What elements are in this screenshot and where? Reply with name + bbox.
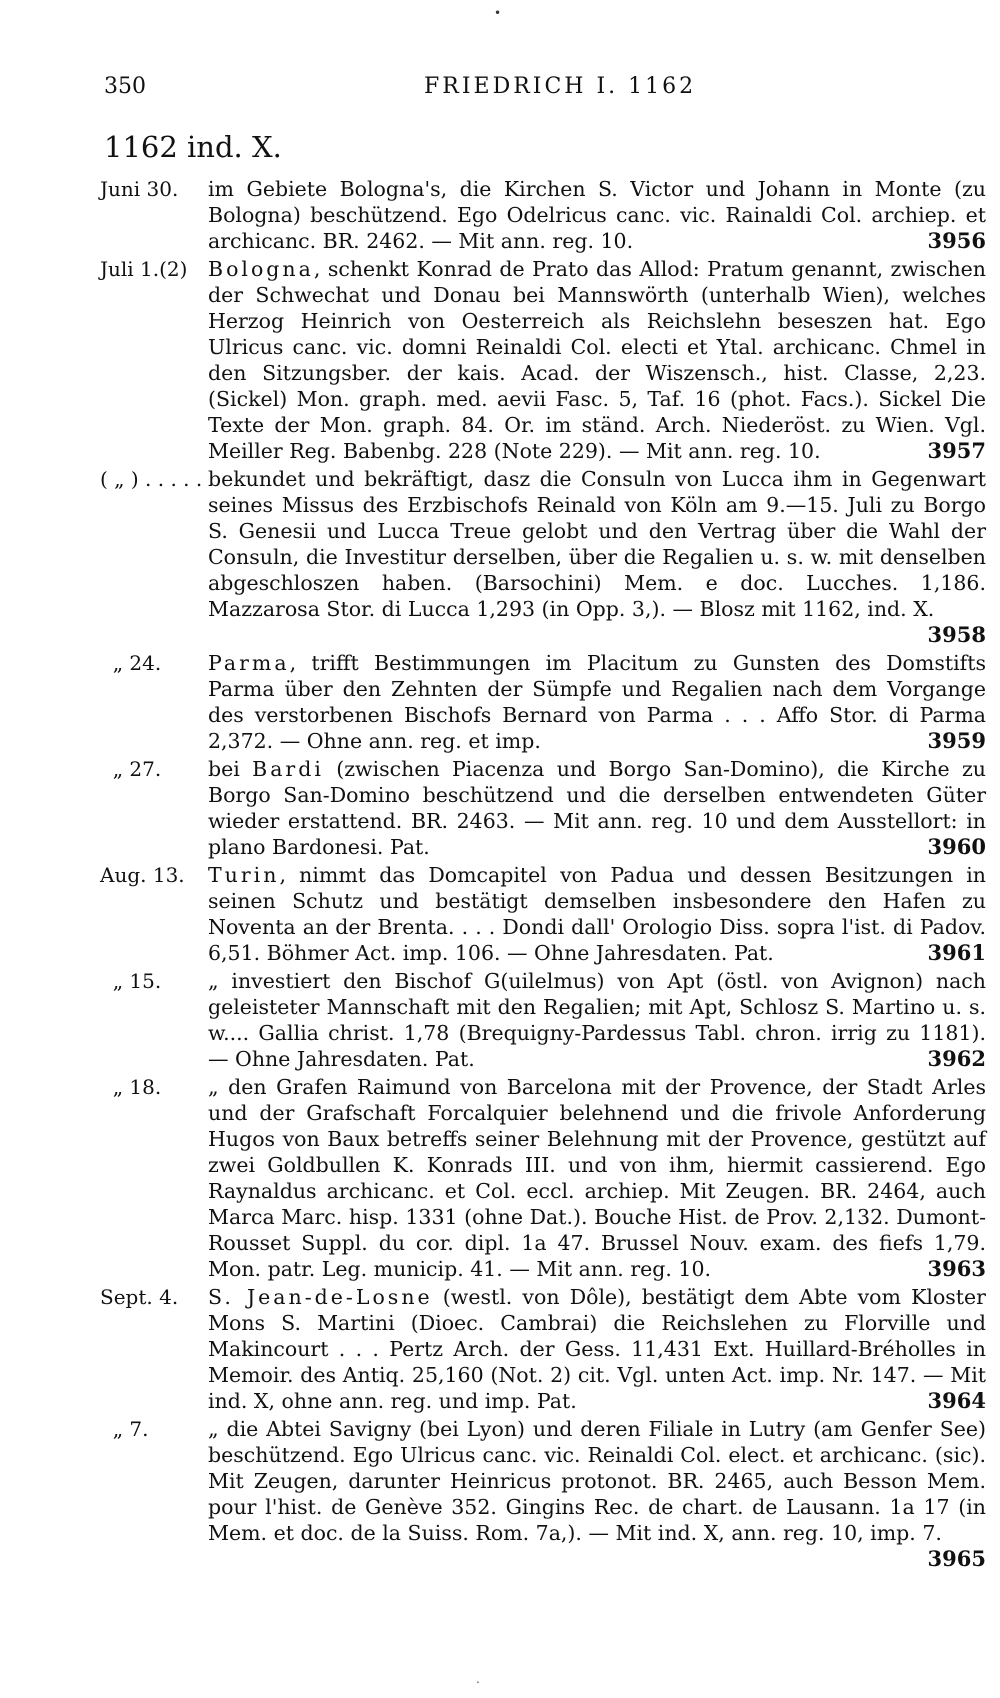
entry-text <box>208 1416 990 1572</box>
entry-text <box>208 466 990 648</box>
entry-text <box>208 176 990 254</box>
regest-entry <box>100 1416 990 1572</box>
entry-text <box>208 862 990 966</box>
entry-date: „ 24. <box>100 651 162 675</box>
page-header <box>104 74 984 114</box>
entry-body: , schenkt Konrad de Prato das Allod: Pratum genannt, zwischen der Schwechat und Donau bei Mannswörth (unterhalb Wien), welches Herzog Heinrich von Oesterreich als Reichslehn beseszen hat. Ego Ulricus canc. vic. domni Reinaldi Col. electi et Ytal. archicanc. Chmel in den Sitzungsber. der kais. Acad. der Wiszensch., hist. Classe, 2,23. (Sickel) Mon. graph. med. aevii Fasc. 5, Taf. 16 (phot. Facs.). Sickel Die Texte der Mon. graph. 84. Or. im ständ. Arch. Niederöst. zu Wien. Vgl. Meiller Reg. Babenbg. 228 (Note 229). — Mit ann. reg. 10. <box>208 257 986 463</box>
entry-date: ( „ ) . . . . . <box>100 467 203 491</box>
entry-date: „ 15. <box>100 969 162 993</box>
regest-entry <box>100 1074 990 1282</box>
entry-number: 3962 <box>927 1046 986 1071</box>
bottom-speck-mark: . <box>476 1672 480 1686</box>
entry-number: 3965 <box>927 1546 986 1571</box>
entry-body: (zwischen Piacenza und Borgo San-Domino), die Kirche zu Borgo San-Domino beschützend und die derselben entwendeten Güter wieder erstattend. BR. 2463. — Mit ann. reg. 10 und dem Ausstellort: in plano Bardonesi. Pat. <box>208 757 987 859</box>
entry-place: Parma <box>208 651 290 675</box>
entry-text <box>208 968 990 1072</box>
entry-place: Bologna <box>208 257 314 281</box>
entry-text <box>208 650 990 754</box>
regest-entry <box>100 256 990 464</box>
entry-place: S. Jean-de-Losne <box>208 1285 433 1309</box>
entry-date: „ 18. <box>100 1075 162 1099</box>
entry-number: 3964 <box>927 1388 986 1413</box>
entry-body: bekundet und bekräftigt, dasz die Consuln von Lucca ihm in Gegenwart seines Missus des Erzbischofs Reinald von Köln am 9.—15. Juli zu Borgo S. Genesii und Lucca Treue gelobt und den Vertrag über die Wahl der Consuln, die Investitur derselben, über die Regalien u. s. w. mit denselben abgeschloszen haben. (Barsochini) Mem. e doc. Lucches. 1,186. Mazzarosa Stor. di Lucca 1,293 (in Opp. 3,). — Blosz mit 1162, ind. X. <box>208 467 986 621</box>
entry-date: Aug. 13. <box>100 863 185 887</box>
entry-body: (westl. von Dôle), bestätigt dem Abte vom Kloster Mons S. Martini (Dioec. Cambrai) die Reichslehen zu Florville und Makincourt . . . Pertz Arch. der Gess. 11,431 Ext. Huillard-Bréholles in Memoir. des Antiq. 25,160 (Not. 2) cit. Vgl. unten Act. imp. Nr. 147. — Mit ind. X, ohne ann. reg. und imp. Pat. <box>208 1285 986 1413</box>
entry-number: 3956 <box>927 228 986 253</box>
entry-text <box>208 1074 990 1282</box>
regest-entry <box>100 862 990 966</box>
top-speck-mark: • <box>494 6 502 20</box>
entry-date: Juli 1.(2) <box>100 257 188 281</box>
entry-number: 3959 <box>927 728 986 753</box>
running-title: FRIEDRICH I. 1162 <box>424 74 697 99</box>
year-heading: 1162 ind. X. <box>104 130 282 164</box>
entry-body: , trifft Bestimmungen im Placitum zu Gunsten des Domstifts Parma über den Zehnten der Sümpfe und Regalien nach dem Vorgange des verstorbenen Bischofs Bernard von Parma . . . Affo Stor. di Parma 2,372. — Ohne ann. reg. et imp. <box>208 651 986 753</box>
entry-number: 3961 <box>927 940 986 965</box>
entry-number: 3957 <box>927 438 986 463</box>
regest-entry <box>100 176 990 254</box>
regest-entry <box>100 1284 990 1414</box>
regesta-entries <box>100 176 990 1574</box>
entry-body: , nimmt das Domcapitel von Padua und dessen Besitzungen in seinen Schutz und bestätigt demselben insbesondere den Hafen zu Noventa an der Brenta. . . . Dondi dall' Orologio Diss. sopra l'ist. di Padov. 6,51. Böhmer Act. imp. 106. — Ohne Jahresdaten. Pat. <box>208 863 986 965</box>
entry-number: 3958 <box>927 622 986 647</box>
page-number: 350 <box>104 74 146 99</box>
entry-date: „ 27. <box>100 757 162 781</box>
entry-body: im Gebiete Bologna's, die Kirchen S. Victor und Johann in Monte (zu Bologna) beschützend. Ego Odelricus canc. vic. Rainaldi Col. archiep. et archicanc. BR. 2462. — Mit ann. reg. 10. <box>208 177 986 253</box>
entry-date: Juni 30. <box>100 177 179 201</box>
entry-body: „ investiert den Bischof G(uilelmus) von Apt (östl. von Avignon) nach geleisteter Mannschaft mit den Regalien; mit Apt, Schlosz S. Martino u. s. w.... Gallia christ. 1,78 (Brequigny-Pardessus Tabl. chron. irrig zu 1181). — Ohne Jahresdaten. Pat. <box>208 969 986 1071</box>
entry-number: 3963 <box>927 1256 986 1281</box>
regest-entry <box>100 756 990 860</box>
regest-entry <box>100 650 990 754</box>
entry-text <box>208 256 990 464</box>
entry-place: Bardi <box>252 757 324 781</box>
entry-text <box>208 1284 990 1414</box>
entry-date: „ 7. <box>100 1417 149 1441</box>
entry-body: „ die Abtei Savigny (bei Lyon) und deren Filiale in Lutry (am Genfer See) beschützend. Ego Ulricus canc. vic. Reinaldi Col. elect. et archicanc. (sic). Mit Zeugen, darunter Heinricus protonot. BR. 2465, auch Besson Mem. pour l'hist. de Genève 352. Gingins Rec. de chart. de Lausann. 1a 17 (in Mem. et doc. de la Suiss. Rom. 7a,). — Mit ind. X, ann. reg. 10, imp. 7. <box>208 1417 986 1545</box>
entry-place: Turin <box>208 863 280 887</box>
entry-date: Sept. 4. <box>100 1285 179 1309</box>
regest-entry <box>100 968 990 1072</box>
entry-text <box>208 756 990 860</box>
entry-prefix: bei <box>208 757 253 781</box>
regest-entry <box>100 466 990 648</box>
entry-body: „ den Grafen Raimund von Barcelona mit der Provence, der Stadt Arles und der Grafschaft Forcalquier belehnend und die frivole Anforderung Hugos von Baux betreffs seiner Belehnung mit der Provence, gestützt auf zwei Goldbullen K. Konrads III. und von ihm, hiermit cassierend. Ego Raynaldus archicanc. et Col. eccl. archiep. Mit Zeugen. BR. 2464, auch Marca Marc. hisp. 1331 (ohne Dat.). Bouche Hist. de Prov. 2,132. Dumont-Rousset Suppl. du cor. dipl. 1a 47. Brussel Nouv. exam. des fiefs 1,79. Mon. patr. Leg. municip. 41. — Mit ann. reg. 10. <box>208 1075 986 1281</box>
entry-number: 3960 <box>927 834 986 859</box>
